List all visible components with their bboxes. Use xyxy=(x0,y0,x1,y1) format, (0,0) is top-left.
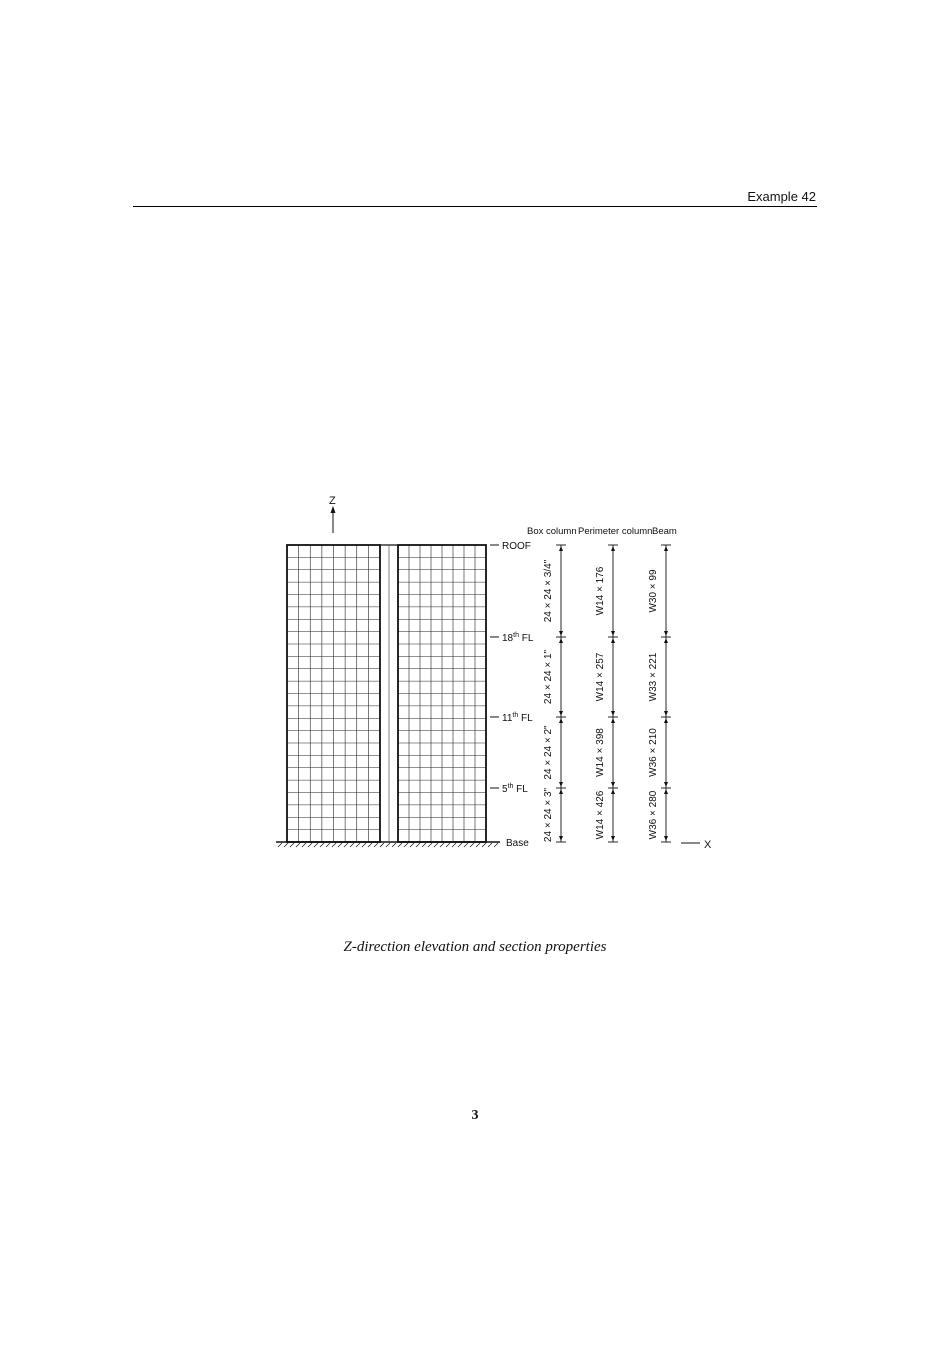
hatch-mark xyxy=(368,843,372,847)
hatch-mark xyxy=(488,843,492,847)
level-label: 18th FL xyxy=(502,632,534,644)
hatch-mark xyxy=(428,843,432,847)
perimeter-column-section-label: W14 × 398 xyxy=(595,728,606,777)
dimension-arrowhead xyxy=(664,631,668,636)
dimension-arrowhead xyxy=(559,718,563,723)
box-column-dimension xyxy=(543,545,566,842)
dimension-arrowhead xyxy=(664,789,668,794)
beam-section-label: W30 × 99 xyxy=(648,569,659,613)
hatch-mark xyxy=(482,843,486,847)
dimension-arrowhead xyxy=(664,711,668,716)
hatch-mark xyxy=(332,843,336,847)
dimension-arrowhead xyxy=(611,718,615,723)
hatch-mark xyxy=(422,843,426,847)
hatch-mark xyxy=(392,843,396,847)
header-box-column: Box column xyxy=(527,526,577,537)
dimension-arrowhead xyxy=(611,711,615,716)
beam-dimension xyxy=(648,545,671,842)
building-elevation xyxy=(287,545,486,842)
dimension-arrowhead xyxy=(559,546,563,551)
hatch-mark xyxy=(494,843,498,847)
header-perimeter-column: Perimeter column xyxy=(578,526,653,537)
hatch-mark xyxy=(302,843,306,847)
dimension-arrowhead xyxy=(559,631,563,636)
page-number: 3 xyxy=(471,1108,479,1123)
hatch-mark xyxy=(440,843,444,847)
hatch-mark xyxy=(314,843,318,847)
left-tower xyxy=(287,545,380,842)
hatch-mark xyxy=(476,843,480,847)
dimension-arrowhead xyxy=(611,638,615,643)
dimension-arrowhead xyxy=(611,789,615,794)
dimension-arrowhead xyxy=(611,631,615,636)
level-label: Base xyxy=(506,838,529,849)
dimension-arrowhead xyxy=(664,836,668,841)
dimension-arrowhead xyxy=(559,782,563,787)
hatch-mark xyxy=(410,843,414,847)
hatch-mark xyxy=(290,843,294,847)
hatch-mark xyxy=(386,843,390,847)
hatch-mark xyxy=(458,843,462,847)
level-label: 11th FL xyxy=(502,712,533,724)
perimeter-column-section-label: W14 × 176 xyxy=(595,566,606,616)
beam-section-label: W36 × 210 xyxy=(648,728,659,777)
hatch-mark xyxy=(344,843,348,847)
dimension-arrowhead xyxy=(664,638,668,643)
hatch-mark xyxy=(326,843,330,847)
figure-caption: Z-direction elevation and section properties xyxy=(343,939,607,955)
dimension-arrowhead xyxy=(559,836,563,841)
perimeter-column-section-label: W14 × 257 xyxy=(595,652,606,702)
dimension-arrowhead xyxy=(611,782,615,787)
beam-section-label: W36 × 280 xyxy=(648,790,659,840)
hatch-mark xyxy=(404,843,408,847)
dimension-arrowhead xyxy=(559,711,563,716)
hatch-mark xyxy=(362,843,366,847)
beam-section-label: W33 × 221 xyxy=(648,652,659,702)
hatch-mark xyxy=(320,843,324,847)
running-header: Example 42 xyxy=(747,189,816,204)
hatch-mark xyxy=(278,843,282,847)
dimension-arrowhead xyxy=(611,836,615,841)
dimension-arrowhead xyxy=(664,718,668,723)
z-axis-label: Z xyxy=(329,495,336,507)
section-column-headers xyxy=(527,526,677,537)
hatch-mark xyxy=(416,843,420,847)
x-axis-label: X xyxy=(704,839,712,851)
hatch-mark xyxy=(296,843,300,847)
dimension-arrowhead xyxy=(664,546,668,551)
perimeter-column-section-label: W14 × 426 xyxy=(595,790,606,840)
z-axis-arrowhead xyxy=(331,506,336,513)
dimension-arrowhead xyxy=(611,546,615,551)
hatch-mark xyxy=(356,843,360,847)
hatch-mark xyxy=(446,843,450,847)
level-label: ROOF xyxy=(502,541,531,552)
perimeter-column-dimension xyxy=(595,545,618,842)
hatch-mark xyxy=(284,843,288,847)
dimension-arrowhead xyxy=(559,638,563,643)
box-column-section-label: 24 × 24 × 3/4" xyxy=(543,559,554,623)
hatch-mark xyxy=(374,843,378,847)
hatch-mark xyxy=(338,843,342,847)
level-label: 5th FL xyxy=(502,783,528,795)
hatch-mark xyxy=(452,843,456,847)
header-beam: Beam xyxy=(652,526,677,537)
box-column-section-label: 24 × 24 × 2" xyxy=(543,725,554,780)
box-column-section-label: 24 × 24 × 3" xyxy=(543,787,554,843)
dimension-arrowhead xyxy=(559,789,563,794)
dimension-arrowhead xyxy=(664,782,668,787)
hatch-mark xyxy=(398,843,402,847)
section-dimension-lines xyxy=(543,545,671,842)
hatch-mark xyxy=(350,843,354,847)
box-column-section-label: 24 × 24 × 1" xyxy=(543,649,554,705)
hatch-mark xyxy=(434,843,438,847)
hatch-mark xyxy=(380,843,384,847)
right-tower xyxy=(398,545,486,842)
hatch-mark xyxy=(470,843,474,847)
hatch-mark xyxy=(308,843,312,847)
level-labels xyxy=(490,541,534,849)
hatch-mark xyxy=(464,843,468,847)
